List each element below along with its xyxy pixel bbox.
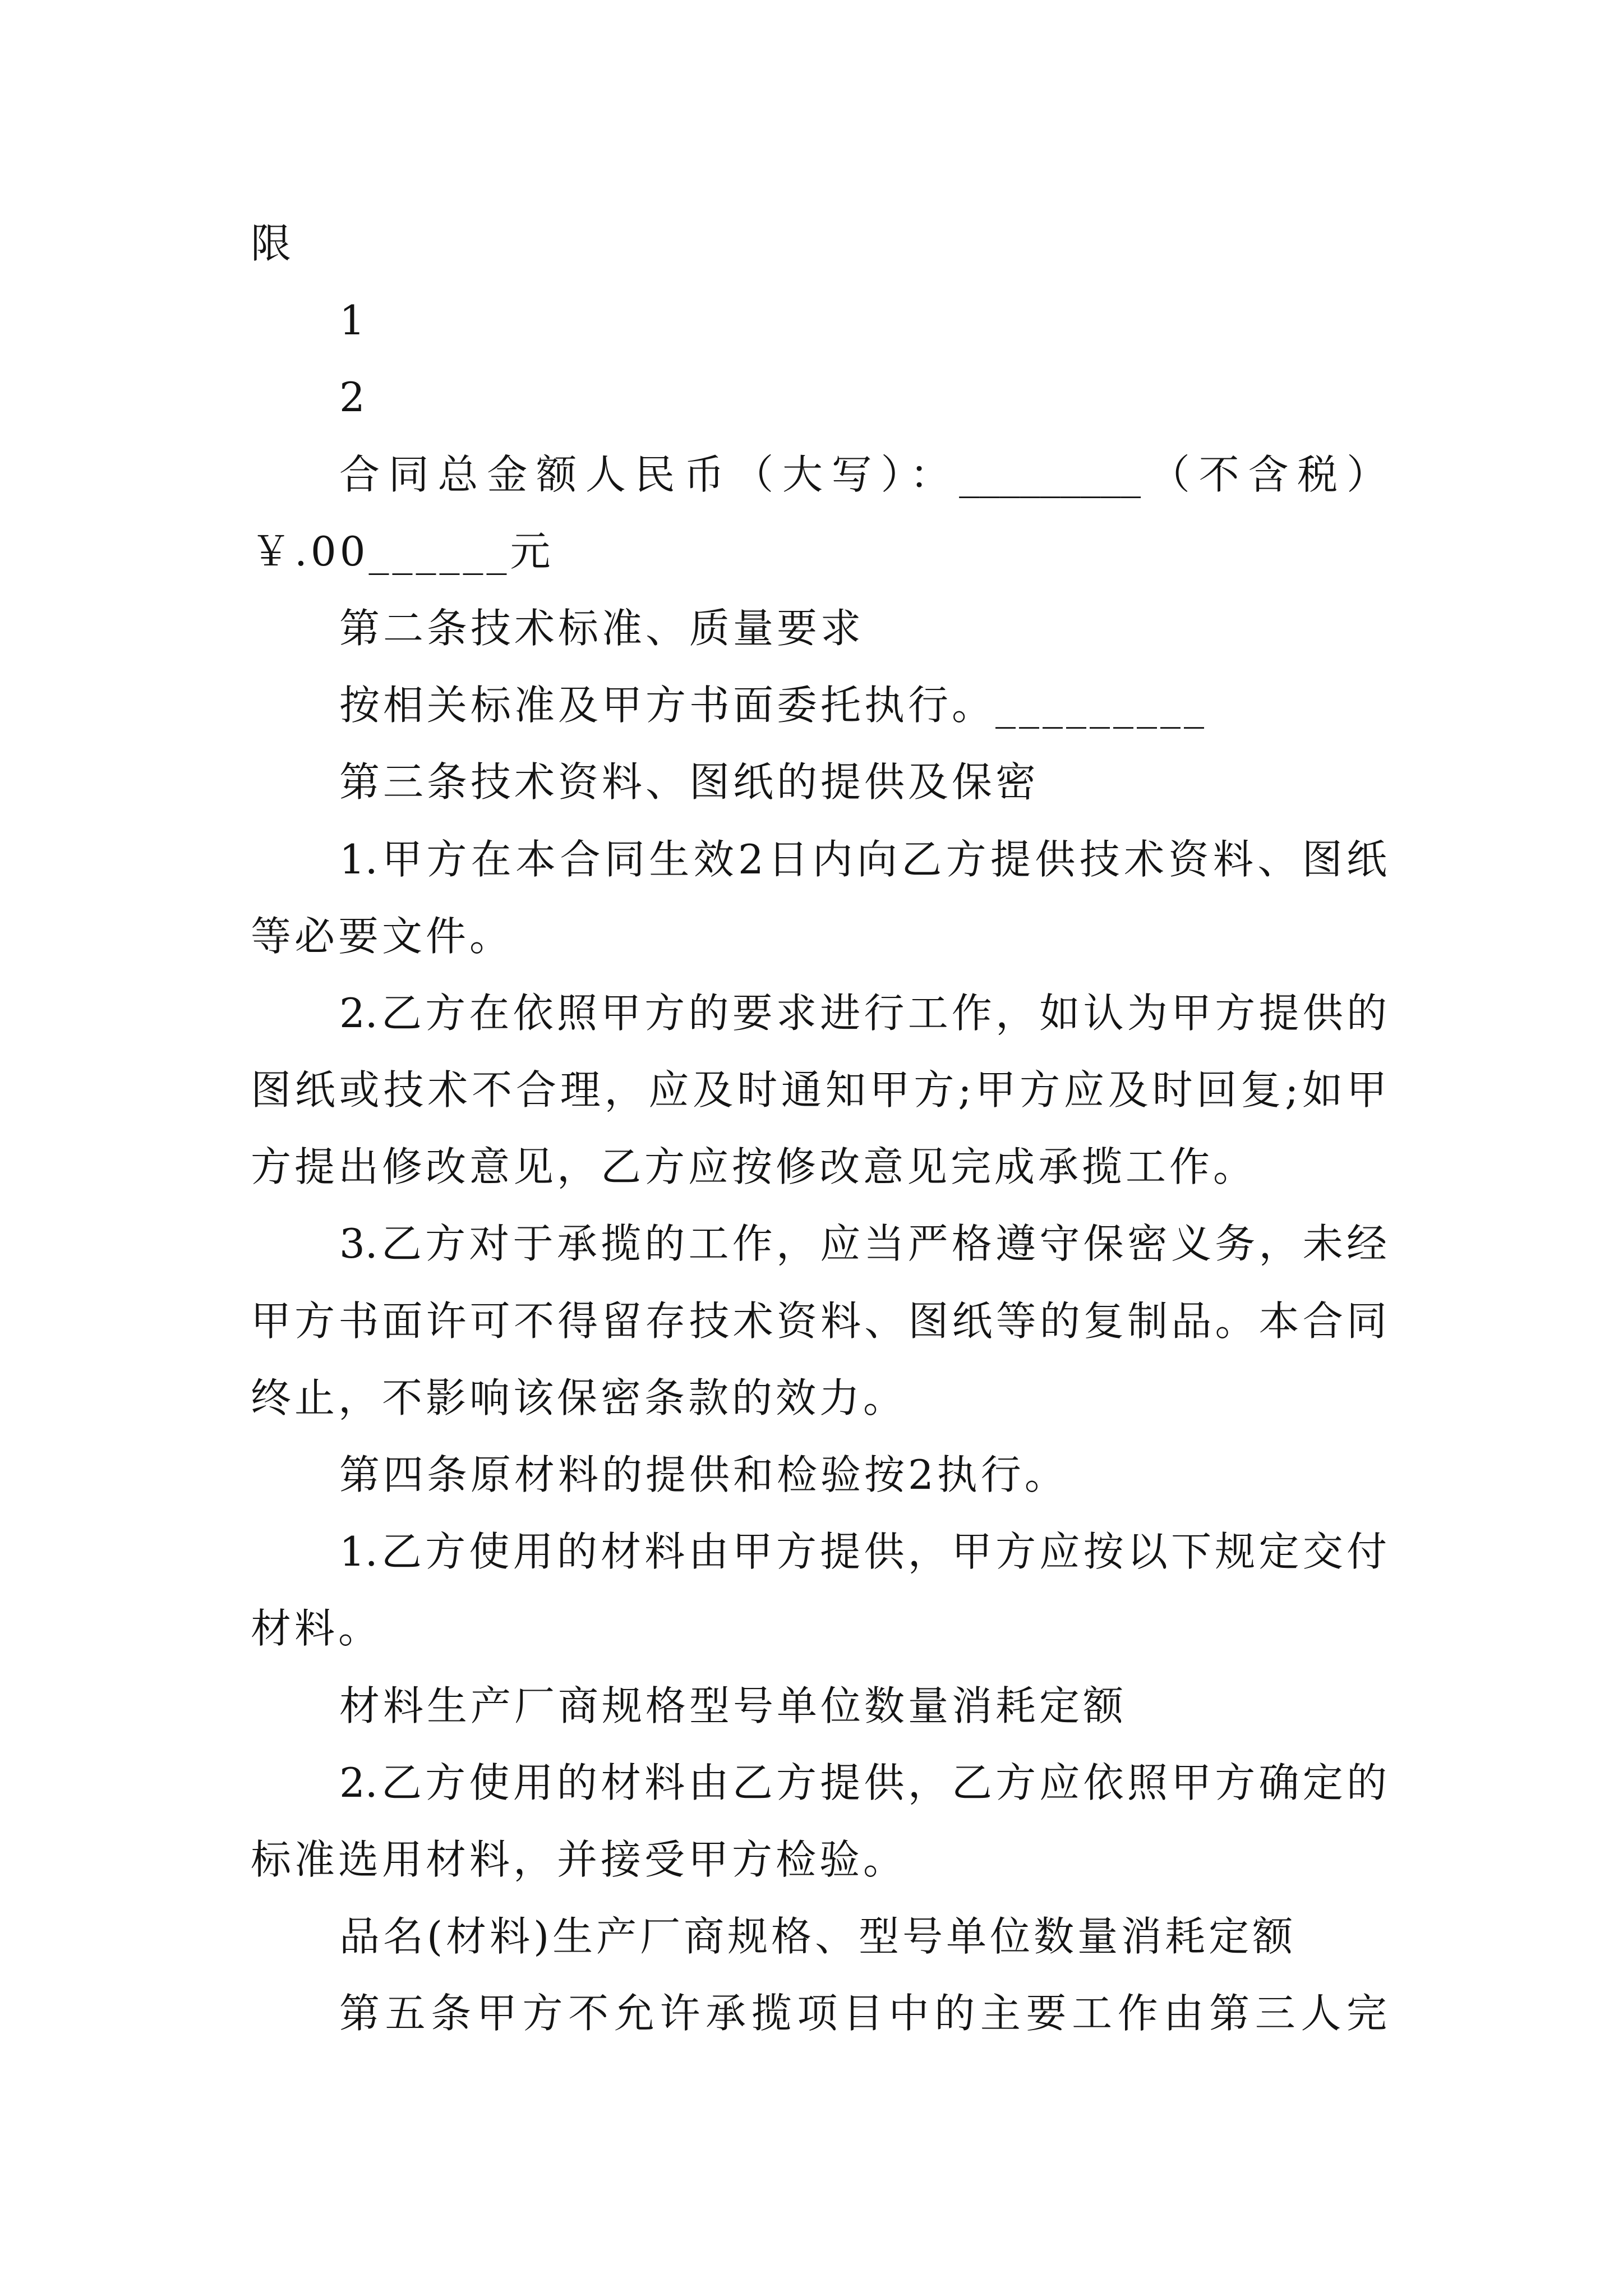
article-5-heading-line-1: 第五条甲方不允许承揽项目中的主要工作由第三人完 [339,1990,1387,2037]
article-4-heading: 第四条原材料的提供和检验按2执行。 [339,1451,1068,1498]
contract-total-amount-line: 合同总金额人民币（大写）：_________（不含税） [339,450,1387,498]
article-4-clause-2-line-1: 2.乙方使用的材料由乙方提供，乙方应依照甲方确定的 [339,1759,1387,1806]
article-3-clause-3-line-3: 终止，不影响该保密条款的效力。 [251,1374,907,1421]
article-3-clause-3-line-1: 3.乙方对于承揽的工作，应当严格遵守保密义务，未经 [339,1220,1387,1268]
article-3-clause-1-line-1: 1.甲方在本合同生效2日内向乙方提供技术资料、图纸 [339,835,1387,883]
material-table-header-2: 品名(材料)生产厂商规格、型号单位数量消耗定额 [339,1913,1297,1961]
list-number-2: 2 [339,374,368,421]
article-2-heading: 第二条技术标准、质量要求 [339,604,865,652]
article-3-clause-1-line-2: 等必要文件。 [251,912,514,960]
list-number-1: 1 [339,297,368,344]
contract-amount-yuan-line: ￥.00______元 [251,527,554,575]
article-3-clause-2-line-1: 2.乙方在依照甲方的要求进行工作，如认为甲方提供的 [339,989,1387,1037]
article-3-clause-2-line-3: 方提出修改意见，乙方应按修改意见完成承揽工作。 [251,1143,1257,1191]
article-3-clause-3-line-2: 甲方书面许可不得留存技术资料、图纸等的复制品。本合同 [251,1297,1387,1345]
article-4-clause-1-line-1: 1.乙方使用的材料由甲方提供，甲方应按以下规定交付 [339,1528,1387,1576]
article-2-body: 按相关标准及甲方书面委托执行。_________ [339,682,1208,729]
article-4-clause-2-line-2: 标准选用材料，并接受甲方检验。 [251,1835,907,1883]
article-3-heading: 第三条技术资料、图纸的提供及保密 [339,758,1040,806]
article-3-clause-2-line-2: 图纸或技术不合理，应及时通知甲方;甲方应及时回复;如甲 [251,1066,1387,1114]
document-body [251,205,1387,2053]
material-table-header-1: 材料生产厂商规格型号单位数量消耗定额 [339,1682,1127,1729]
continued-text-fragment: 限 [251,220,295,267]
article-4-clause-1-line-2: 材料。 [251,1605,382,1653]
